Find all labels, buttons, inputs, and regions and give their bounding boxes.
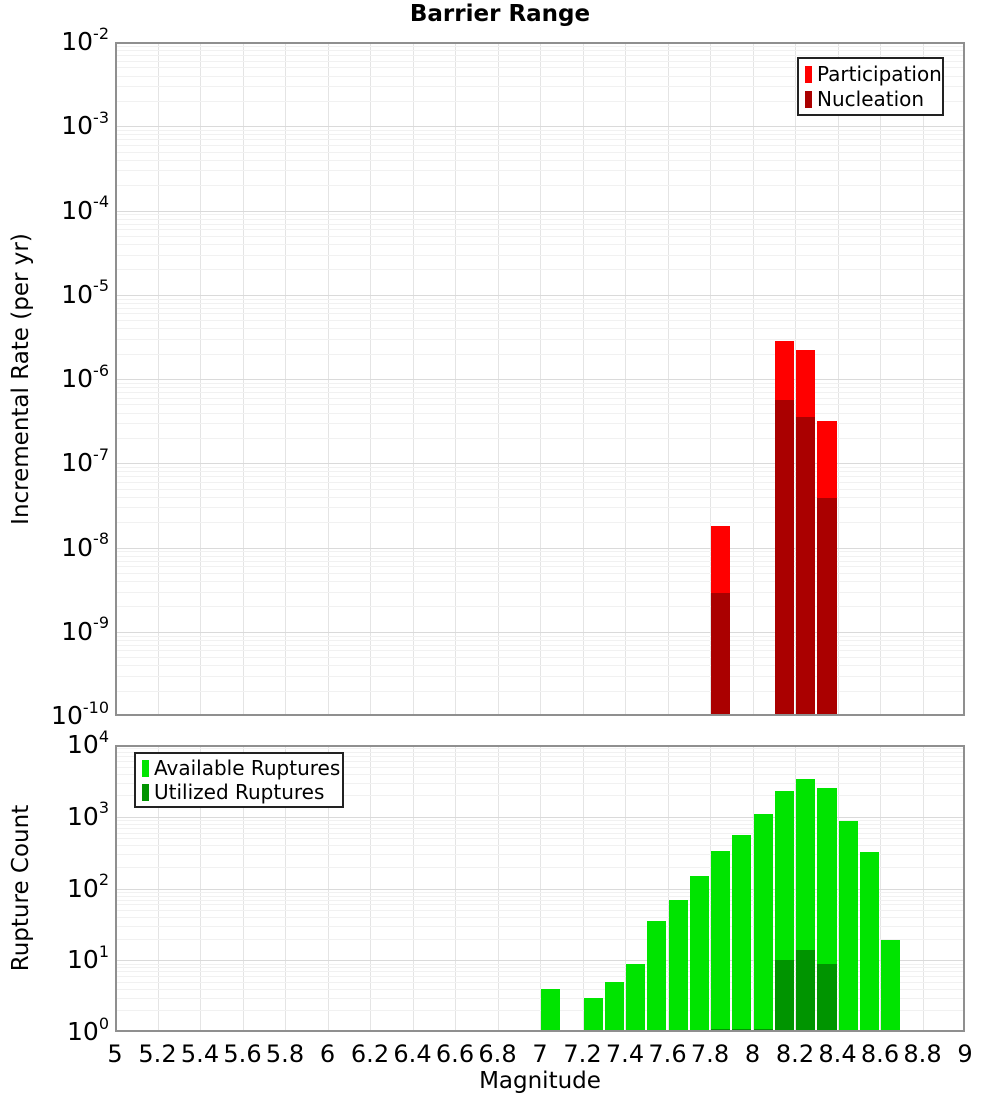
nucleation-bar <box>817 498 836 716</box>
gridline-horizontal-major <box>115 889 965 890</box>
rate-axis-title: Incremental Rate (per yr) <box>8 233 34 525</box>
gridline-horizontal-minor <box>115 592 965 593</box>
legend-label: Available Ruptures <box>154 756 341 780</box>
nucleation-bar <box>796 417 815 716</box>
gridline-horizontal-minor <box>115 982 965 983</box>
legend-label: Utilized Ruptures <box>154 780 325 804</box>
available-bar <box>711 851 730 1032</box>
gridline-horizontal-major <box>115 379 965 380</box>
x-tick-label: 7.4 <box>605 1040 645 1068</box>
y-tick-label: $10^2$ <box>67 870 109 903</box>
gridline-horizontal-major <box>115 463 965 464</box>
gridline-horizontal-minor <box>115 910 965 911</box>
available-bar <box>541 989 560 1032</box>
gridline-horizontal-minor <box>115 640 965 641</box>
gridline-horizontal-minor <box>115 838 965 839</box>
available-bar <box>605 982 624 1032</box>
gridline-horizontal-minor <box>115 926 965 927</box>
gridline-horizontal-minor <box>115 989 965 990</box>
gridline-horizontal-minor <box>115 820 965 821</box>
x-tick-label: 8.6 <box>860 1040 900 1068</box>
y-tick-label: $10^1$ <box>67 941 109 975</box>
gridline-horizontal-minor <box>115 691 965 692</box>
x-tick-label: 7.6 <box>648 1040 687 1068</box>
x-tick-label: 6.6 <box>435 1040 475 1068</box>
gridline-horizontal-minor <box>115 939 965 940</box>
gridline-horizontal-minor <box>115 507 965 508</box>
count-legend <box>134 752 344 808</box>
gridline-horizontal-major <box>115 295 965 296</box>
y-tick-label: $10^{-7}$ <box>61 444 109 478</box>
gridline-horizontal-minor <box>115 383 965 384</box>
gridline-horizontal-minor <box>115 845 965 846</box>
gridline-horizontal-minor <box>115 152 965 153</box>
gridline-horizontal-minor <box>115 471 965 472</box>
y-tick-label: $10^4$ <box>67 726 109 759</box>
y-tick-label: $10^{-8}$ <box>61 529 109 562</box>
gridline-horizontal-minor <box>115 833 965 834</box>
utilized-bar <box>796 950 815 1032</box>
gridline-horizontal-minor <box>115 398 965 399</box>
gridline-horizontal-minor <box>115 224 965 225</box>
gridline-horizontal-minor <box>115 556 965 557</box>
gridline-horizontal-minor <box>115 892 965 893</box>
gridline-horizontal-minor <box>115 581 965 582</box>
gridline-horizontal-minor <box>115 50 965 51</box>
y-tick-label: $10^3$ <box>67 798 109 831</box>
nucleation-bar <box>711 593 730 716</box>
gridline-horizontal-minor <box>115 573 965 574</box>
gridline-horizontal-minor <box>115 255 965 256</box>
utilized-bar <box>775 960 794 1032</box>
x-tick-label: 5.8 <box>265 1040 305 1068</box>
gridline-horizontal-minor <box>115 1010 965 1011</box>
gridline-horizontal-minor <box>115 917 965 918</box>
gridline-horizontal-minor <box>115 387 965 388</box>
gridline-horizontal-major <box>115 126 965 127</box>
gridline-horizontal-minor <box>115 476 965 477</box>
x-tick-label: 9 <box>957 1040 973 1068</box>
gridline-horizontal-minor <box>115 320 965 321</box>
gridline-horizontal-minor <box>115 170 965 171</box>
gridline-horizontal-minor <box>115 229 965 230</box>
legend-item-participation <box>805 62 942 86</box>
y-tick-label: $10^{-3}$ <box>61 107 109 141</box>
x-tick-label: 5.6 <box>223 1040 262 1068</box>
available-bar <box>881 940 900 1032</box>
nucleation-swatch-icon <box>805 91 812 108</box>
x-tick-label: 8 <box>744 1040 761 1068</box>
x-tick-label: 6.2 <box>350 1040 390 1068</box>
gridline-horizontal-major <box>115 960 965 961</box>
gridline-horizontal-minor <box>115 55 965 56</box>
gridline-horizontal-minor <box>115 645 965 646</box>
available-bar <box>669 900 688 1032</box>
gridline-horizontal-minor <box>115 854 965 855</box>
available-bar <box>626 964 645 1033</box>
x-tick-label: 6 <box>319 1040 336 1068</box>
gridline-horizontal-minor <box>115 423 965 424</box>
nucleation-bar <box>775 400 794 716</box>
gridline-horizontal-minor <box>115 313 965 314</box>
y-tick-label: $10^{-10}$ <box>51 697 109 730</box>
y-tick-label: $10^{-9}$ <box>61 613 109 646</box>
gridline-horizontal-minor <box>115 185 965 186</box>
gridline-horizontal-minor <box>115 328 965 329</box>
gridline-horizontal-minor <box>115 828 965 829</box>
legend-label: Participation <box>817 62 942 86</box>
utilized-ruptures-swatch-icon <box>142 784 149 801</box>
available-bar <box>647 921 666 1032</box>
utilized-bar <box>711 1029 730 1032</box>
gridline-horizontal-minor <box>115 606 965 607</box>
utilized-bar <box>732 1029 751 1032</box>
gridline-horizontal-minor <box>115 665 965 666</box>
gridline-horizontal-minor <box>115 497 965 498</box>
rate-legend <box>797 57 944 116</box>
gridline-horizontal-minor <box>115 244 965 245</box>
gridline-horizontal-minor <box>115 214 965 215</box>
x-tick-label: 8.2 <box>775 1040 815 1068</box>
x-tick-label: 5.2 <box>138 1040 177 1068</box>
gridline-horizontal-minor <box>115 299 965 300</box>
utilized-bar <box>817 964 836 1033</box>
gridline-horizontal-minor <box>115 657 965 658</box>
count-axis-title: Rupture Count <box>8 804 34 972</box>
available-bar <box>754 814 773 1032</box>
x-tick-label: 8.8 <box>903 1040 942 1068</box>
gridline-horizontal-minor <box>115 46 965 47</box>
gridline-horizontal-minor <box>115 160 965 161</box>
gridline-horizontal-minor <box>115 636 965 637</box>
magnitude-axis-title: Magnitude <box>479 1068 601 1094</box>
gridline-horizontal-minor <box>115 676 965 677</box>
gridline-horizontal-minor <box>115 896 965 897</box>
gridline-horizontal-minor <box>115 998 965 999</box>
gridline-horizontal-minor <box>115 900 965 901</box>
gridline-horizontal-minor <box>115 354 965 355</box>
gridline-horizontal-minor <box>115 134 965 135</box>
gridline-horizontal-minor <box>115 482 965 483</box>
available-bar <box>860 852 879 1032</box>
x-tick-label: 7.2 <box>563 1040 602 1068</box>
x-tick-label: 6.8 <box>478 1040 517 1068</box>
y-tick-label: $10^0$ <box>67 1013 109 1046</box>
available-bar <box>584 998 603 1032</box>
gridline-horizontal-minor <box>115 219 965 220</box>
gridline-horizontal-minor <box>115 551 965 552</box>
gridline-horizontal-minor <box>115 438 965 439</box>
gridline-horizontal-minor <box>115 145 965 146</box>
gridline-horizontal-major <box>115 211 965 212</box>
y-tick-label: $10^{-4}$ <box>61 192 109 225</box>
gridline-horizontal-minor <box>115 964 965 965</box>
gridline-horizontal-minor <box>115 413 965 414</box>
available-bar <box>839 821 858 1032</box>
gridline-horizontal-minor <box>115 867 965 868</box>
gridline-horizontal-minor <box>115 561 965 562</box>
legend-item-nucleation <box>805 87 936 111</box>
x-tick-label: 5.4 <box>180 1040 220 1068</box>
gridline-horizontal-minor <box>115 748 965 749</box>
gridline-horizontal-minor <box>115 967 965 968</box>
gridline-horizontal-minor <box>115 303 965 304</box>
gridline-horizontal-minor <box>115 971 965 972</box>
gridline-horizontal-minor <box>115 489 965 490</box>
legend-label: Nucleation <box>817 87 925 111</box>
x-tick-label: 5 <box>107 1040 123 1068</box>
y-tick-label: $10^{-5}$ <box>61 276 109 309</box>
available-ruptures-swatch-icon <box>142 760 149 777</box>
x-tick-label: 7.8 <box>690 1040 730 1068</box>
utilized-bar <box>754 1029 773 1032</box>
gridline-horizontal-minor <box>115 404 965 405</box>
gridline-horizontal-minor <box>115 650 965 651</box>
legend-item-utilized-ruptures <box>142 780 336 804</box>
rate-plot-area <box>115 42 965 716</box>
available-bar <box>732 835 751 1032</box>
gridline-horizontal-minor <box>115 130 965 131</box>
gridline-horizontal-minor <box>115 904 965 905</box>
legend-item-available-ruptures <box>142 756 341 780</box>
gridline-horizontal-major <box>115 632 965 633</box>
y-tick-label: $10^{-6}$ <box>61 360 109 393</box>
x-tick-label: 8.4 <box>818 1040 857 1068</box>
gridline-horizontal-minor <box>115 566 965 567</box>
x-tick-label: 6.4 <box>393 1040 432 1068</box>
gridline-horizontal-minor <box>115 392 965 393</box>
gridline-horizontal-minor <box>115 339 965 340</box>
gridline-horizontal-minor <box>115 976 965 977</box>
gridline-horizontal-minor <box>115 269 965 270</box>
x-tick-label: 7 <box>532 1040 548 1068</box>
gridline-horizontal-minor <box>115 308 965 309</box>
gridline-horizontal-major <box>115 548 965 549</box>
gridline-horizontal-minor <box>115 467 965 468</box>
gridline-horizontal-minor <box>115 139 965 140</box>
participation-swatch-icon <box>805 66 812 83</box>
gridline-horizontal-major <box>115 817 965 818</box>
gridline-horizontal-minor <box>115 824 965 825</box>
gridline-horizontal-minor <box>115 236 965 237</box>
available-bar <box>690 876 709 1032</box>
y-tick-label: $10^{-2}$ <box>61 23 109 56</box>
chart-title: Barrier Range <box>409 1 591 27</box>
gridline-horizontal-minor <box>115 522 965 523</box>
